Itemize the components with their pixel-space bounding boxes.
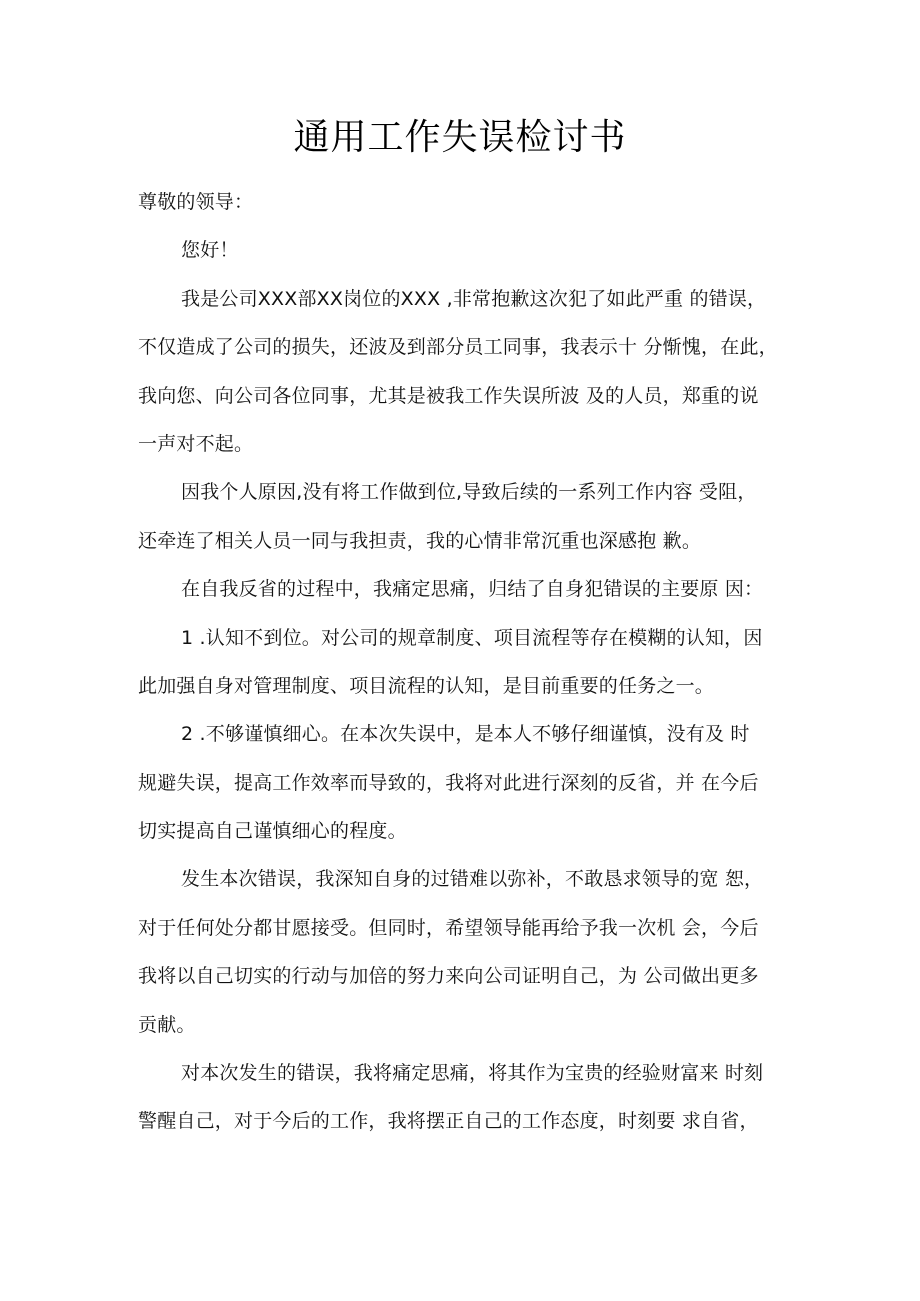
document-body (138, 178, 790, 1146)
paragraph-line: 因我个人原因,没有将工作做到位,导致后续的一系列工作内容 受阻， (181, 481, 757, 504)
paragraph-line: 发生本次错误，我深知自身的过错难以弥补，不敢恳求领导的宽 恕， (181, 868, 764, 891)
paragraph-line: 我将以自己切实的行动与加倍的努力来向公司证明自己，为 公司做出更多 (138, 965, 759, 988)
paragraph-line: 在自我反省的过程中，我痛定思痛，归结了自身犯错误的主要原 因： (181, 578, 764, 601)
list-item-line: 1 .认知不到位。对公司的规章制度、项目流程等存在模糊的认知，因 (181, 626, 763, 649)
paragraph-line: 还牵连了相关人员一同与我担责，我的心情非常沉重也深感抱 歉。 (138, 529, 702, 552)
list-item-line: 切实提高自己谨慎细心的程度。 (138, 820, 407, 843)
paragraph-line: 对本次发生的错误，我将痛定思痛，将其作为宝贵的经验财富来 时刻 (181, 1062, 764, 1085)
greeting-line: 您好！ (181, 239, 239, 262)
list-item-line: 规避失误，提高工作效率而导致的，我将对此进行深刻的反省，并 在今后 (138, 771, 759, 794)
list-item-line: 2 .不够谨慎细心。在本次失误中，是本人不够仔细谨慎，没有及 时 (181, 723, 750, 746)
paragraph-line: 贡献。 (138, 1013, 196, 1036)
salutation-line: 尊敬的领导： (138, 191, 254, 213)
paragraph-line: 对于任何处分都甘愿接受。但同时，希望领导能再给予我一次机 会，今后 (138, 916, 759, 939)
paragraph-line: 我向您、向公司各位同事，尤其是被我工作失误所波 及的人员，郑重的说 (138, 384, 759, 407)
document-title: 通用工作失误检讨书 (293, 117, 627, 158)
paragraph-line: 不仅造成了公司的损失，还波及到部分员工同事，我表示十 分惭愧，在此， (138, 336, 778, 359)
list-item-line: 此加强自身对管理制度、项目流程的认知，是目前重要的任务之一。 (138, 674, 715, 697)
paragraph-line: 警醒自己，对于今后的工作，我将摆正自己的工作态度，时刻要 求自省， (138, 1110, 759, 1133)
paragraph-line: 一声对不起。 (138, 432, 254, 455)
paragraph-line: 我是公司XXX部XX岗位的XXX ,非常抱歉这次犯了如此严重 的错误， (181, 287, 767, 310)
